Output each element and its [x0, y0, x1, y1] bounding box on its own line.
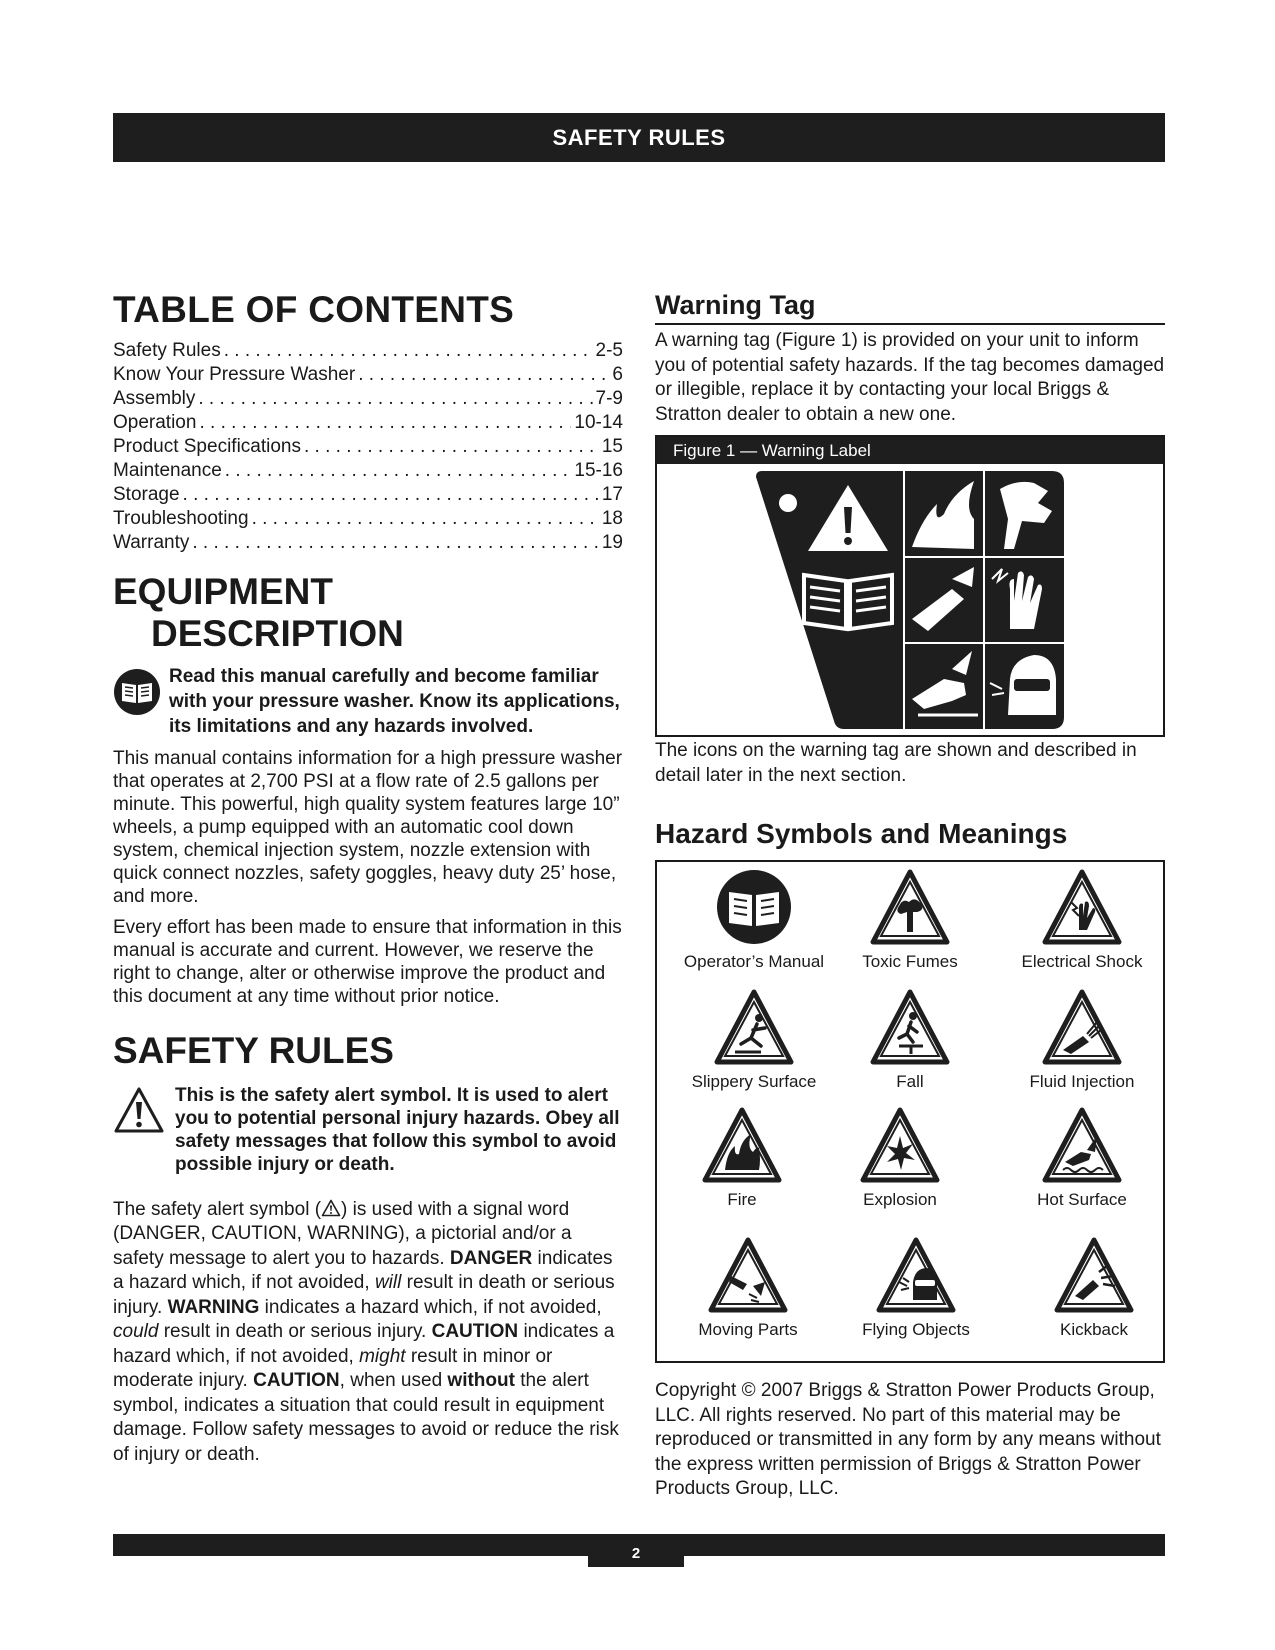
toc-label: Know Your Pressure Washer — [113, 363, 356, 385]
hazard-label: Fluid Injection — [1029, 1072, 1135, 1091]
hazard-item — [657, 1106, 827, 1210]
hazard-item — [663, 1236, 833, 1340]
toc-label: Safety Rules — [113, 339, 221, 361]
hazard-item — [825, 868, 995, 972]
sig-text: indicates a hazard which, if not avoided, — [113, 1321, 615, 1367]
toc-page: 7-9 — [595, 387, 623, 409]
hazard-symbols-grid — [655, 860, 1165, 1363]
header-title: SAFETY RULES — [552, 124, 726, 150]
hazard-label: Kickback — [1059, 1320, 1129, 1339]
manual-callout — [113, 664, 623, 739]
caution-word: CAUTION — [431, 1321, 519, 1343]
toc-page: 15-16 — [574, 459, 623, 481]
toxic-fumes-icon — [869, 868, 951, 946]
toc-title: TABLE OF CONTENTS — [113, 289, 515, 330]
warning-label-image — [752, 469, 1068, 731]
hazard-label: Hot Surface — [1037, 1190, 1127, 1209]
hazard-item — [1009, 1236, 1179, 1340]
table-of-contents — [113, 339, 623, 555]
hazard-symbols-title: Hazard Symbols and Meanings — [655, 818, 1068, 849]
hazard-label: Moving Parts — [698, 1320, 798, 1339]
equipment-paragraph-1: This manual contains information for a high pressure washer that operates at 2,700 PSI at a flow rate of 2.5 gallons per minute. This powerful, high quality system features large 10” wheels, a pump equipped with an automatic cool down system, chemical injection system, nozzle extension with quick connect nozzles, safety goggles, heavy duty 25’ hose, and more. — [113, 747, 623, 907]
hazard-label: Fall — [896, 1072, 924, 1091]
warning-tag-paragraph: A warning tag (Figure 1) is provided on your unit to inform you of potential safety hazards. If the tag becomes damaged or illegible, replace it by contacting your local Briggs & Stratton dealer to obtain a new one. — [655, 330, 1165, 425]
toc-page: 17 — [601, 483, 623, 505]
toc-page: 15 — [601, 435, 623, 457]
hazard-item — [669, 868, 839, 972]
toc-entry[interactable] — [113, 507, 623, 531]
copyright-notice: Copyright © 2007 Briggs & Stratton Power Products Group, LLC. All rights reserved. No part of this material may be reproduced or transmitted in any form by any means without the express written permission of Briggs & Stratton Power Products Group, LLC. — [655, 1380, 1161, 1499]
toc-page: 10-14 — [574, 411, 623, 433]
sig-text: , when used — [339, 1370, 443, 1392]
toc-page: 2-5 — [595, 339, 623, 361]
figure-caption: Figure 1 — Warning Label — [657, 437, 1163, 464]
sig-text: ) is used with a signal word (DANGER, CAUTION, WARNING), a pictorial and/or a safety message to alert you to hazards. — [113, 1198, 572, 1269]
hazard-item — [669, 988, 839, 1092]
hazard-label: Flying Objects — [862, 1320, 970, 1339]
will-word: will — [374, 1272, 402, 1294]
sig-text: indicates a hazard which, if not avoided, — [113, 1247, 613, 1294]
toc-entry[interactable] — [113, 387, 623, 411]
caution-word: CAUTION — [253, 1370, 340, 1392]
sig-text: the alert symbol, indicates a situation that could result in equipment damage. Follow safety messages to avoid or reduce the risk of injury or death. — [113, 1370, 619, 1465]
sig-text: result in minor or moderate injury. — [113, 1345, 553, 1392]
fire-icon — [701, 1106, 783, 1184]
equipment-title — [113, 571, 623, 656]
warning-word: WARNING — [167, 1296, 260, 1318]
hazard-label: Operator’s Manual — [683, 952, 825, 971]
danger-word: DANGER — [449, 1247, 533, 1269]
inline-alert-icon — [321, 1199, 341, 1217]
hazard-item — [825, 988, 995, 1092]
safety-rules-title: SAFETY RULES — [113, 1029, 394, 1071]
equipment-title-line2: DESCRIPTION — [151, 613, 404, 655]
toc-entry[interactable] — [113, 339, 623, 363]
could-word: could — [113, 1321, 159, 1343]
sig-text: indicates a hazard which, if not avoided, — [264, 1296, 602, 1318]
manual-icon — [715, 868, 793, 946]
hazard-label: Explosion — [863, 1190, 937, 1209]
toc-entry[interactable] — [113, 531, 623, 555]
hazard-item — [997, 1106, 1167, 1210]
equipment-title-line1: EQUIPMENT — [113, 570, 333, 612]
without-word: without — [447, 1370, 515, 1392]
fluid-injection-icon — [1041, 988, 1123, 1066]
toc-page: 19 — [601, 531, 623, 553]
hazard-item — [831, 1236, 1001, 1340]
safety-alert-text: This is the safety alert symbol. It is used to alert you to potential personal injury hazards. Obey all safety messages that follow this symbol to avoid possible injury or death. — [175, 1084, 620, 1175]
page-number: 2 — [588, 1534, 684, 1567]
kickback-icon — [1053, 1236, 1135, 1314]
safety-alert-callout — [113, 1084, 623, 1176]
figure-note: The icons on the warning tag are shown and described in detail later in the next section. — [655, 740, 1137, 786]
hot-surface-icon — [1041, 1106, 1123, 1184]
hazard-label: Fire — [727, 1190, 757, 1209]
toc-entry[interactable] — [113, 435, 623, 459]
safety-alert-icon — [113, 1084, 175, 1176]
slippery-surface-icon — [713, 988, 795, 1066]
moving-parts-icon — [707, 1236, 789, 1314]
hazard-label: Electrical Shock — [1021, 952, 1143, 971]
toc-label: Warranty — [113, 531, 190, 553]
sig-text: result in death or serious injury. — [113, 1272, 615, 1318]
hazard-label: Toxic Fumes — [862, 952, 958, 971]
hazard-item — [997, 988, 1167, 1092]
hazard-item — [997, 868, 1167, 972]
fall-icon — [869, 988, 951, 1066]
signal-word-paragraph — [113, 1198, 623, 1468]
warning-tag-title: Warning Tag — [655, 290, 1165, 325]
toc-label: Assembly — [113, 387, 196, 409]
toc-label: Troubleshooting — [113, 507, 249, 529]
sig-text: The safety alert symbol ( — [113, 1198, 322, 1220]
toc-label: Operation — [113, 411, 197, 433]
toc-entry[interactable] — [113, 363, 623, 387]
flying-objects-icon — [875, 1236, 957, 1314]
manual-callout-text: Read this manual carefully and become familiar with your pressure washer. Know its applications, its limitations and any hazards involved. — [169, 665, 620, 737]
equipment-paragraph-2: Every effort has been made to ensure that information in this manual is accurate and current. However, we reserve the right to change, alter or otherwise improve the product and this document at any time without prior notice. — [113, 916, 622, 1007]
toc-label: Storage — [113, 483, 180, 505]
toc-page: 6 — [612, 363, 623, 385]
toc-label: Product Specifications — [113, 435, 301, 457]
electrical-shock-icon — [1041, 868, 1123, 946]
warning-label-figure — [655, 435, 1165, 737]
hazard-item — [815, 1106, 985, 1210]
right-column — [655, 290, 1165, 1502]
hazard-label: Slippery Surface — [691, 1072, 817, 1091]
toc-label: Maintenance — [113, 459, 222, 481]
page-header — [113, 113, 1165, 162]
manual-icon — [113, 664, 169, 721]
might-word: might — [359, 1345, 406, 1367]
left-column — [113, 290, 623, 1467]
sig-text: result in death or serious injury. — [163, 1321, 427, 1343]
toc-entry[interactable] — [113, 411, 623, 435]
toc-page: 18 — [601, 507, 623, 529]
toc-entry[interactable] — [113, 459, 623, 483]
toc-entry[interactable] — [113, 483, 623, 507]
explosion-icon — [859, 1106, 941, 1184]
